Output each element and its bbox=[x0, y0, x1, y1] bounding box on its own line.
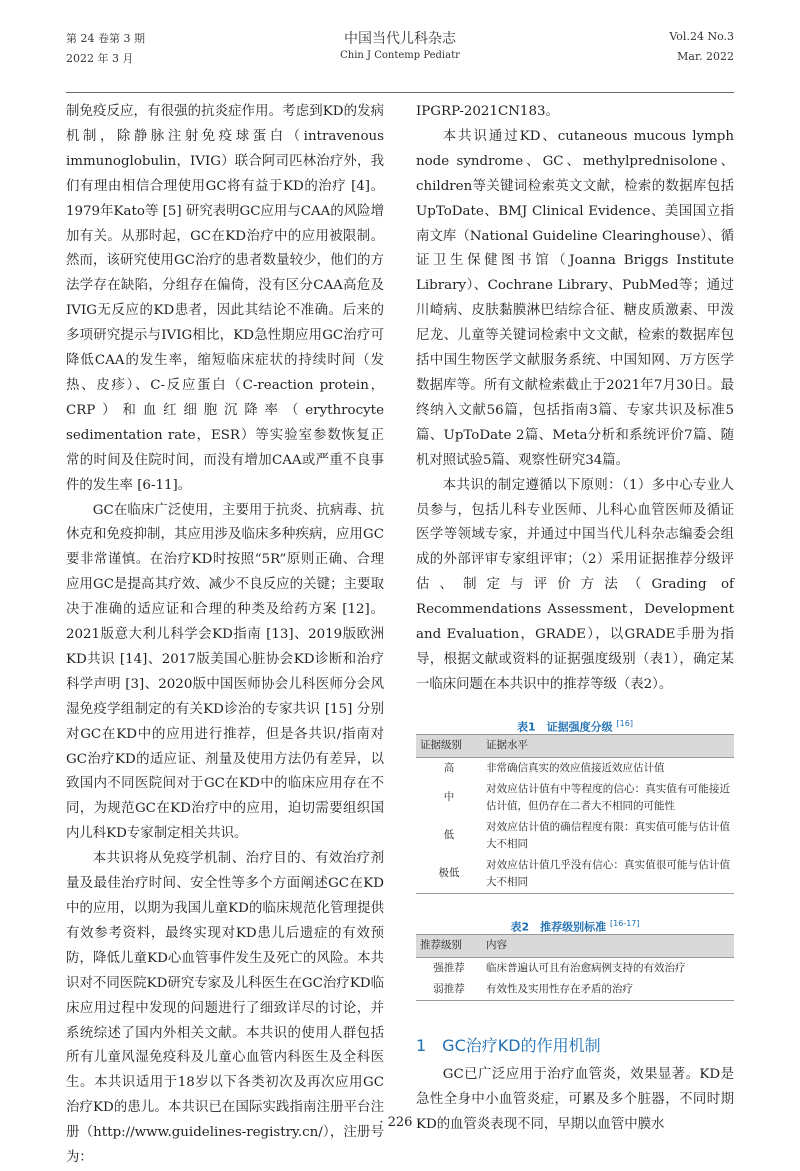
journal-subtitle: Chin J Contemp Pediatr bbox=[340, 50, 460, 61]
table-cell-level: 强推荐 bbox=[433, 961, 465, 974]
right-paragraphs bbox=[416, 100, 734, 698]
table1-header-description: 证据水平 bbox=[482, 734, 734, 757]
table2-caption-ref: [16-17] bbox=[610, 918, 640, 928]
table-cell-description: 对效应估计值有中等程度的信心：真实值有可能接近估计值，但仍存在二者大不相同的可能性 bbox=[486, 782, 730, 812]
table2-header-level: 推荐级别 bbox=[416, 934, 482, 957]
table1-header-level: 证据级别 bbox=[416, 734, 482, 757]
body-paragraph: 制免疫反应，有很强的抗炎症作用。考虑到KD的发病机制，除静脉注射免疫球蛋白（intravenous immunoglobulin，IVIG）联合阿司匹林治疗外，我们有理由相信合理使用GC将有益于KD的治疗 [4]。1979年Kato等 [5] 研究表明GC应用与CAA的风险增加有关。从那时起，GC在KD治疗中的应用被限制。然而，该研究使用GC治疗的患者数量较少，他们的方法学存在缺陷，分组存在偏倚，没有区分CAA高危及IVIG无反应的KD患者，因此其结论不准确。后来的多项研究提示与IVIG相比，KD急性期应用GC治疗可降低CAA的发生率，缩短临床症状的持续时间（发热、皮疹）、C-反应蛋白（C-reaction protein，CRP）和血红细胞沉降率（erythrocyte sedimentation rate，ESR）等实验室参数恢复正常的时间及住院时间，而没有增加CAA或严重不良事件的发生率 [6-11]。 bbox=[66, 104, 384, 493]
issue-date-en: Mar. 2022 bbox=[677, 50, 734, 63]
table1-caption bbox=[416, 714, 734, 734]
table1-body bbox=[416, 757, 734, 893]
evidence-level-table bbox=[416, 734, 734, 894]
table2-caption bbox=[416, 914, 734, 934]
table1-caption-ref: [16] bbox=[616, 718, 633, 728]
table-row bbox=[416, 979, 734, 1001]
table2-body bbox=[416, 957, 734, 1000]
table2-header-content: 内容 bbox=[482, 934, 734, 957]
body-paragraph: 本共识将从免疫学机制、治疗目的、有效治疗剂量及最佳治疗时间、安全性等多个方面阐述GC在KD中的应用，以期为我国儿童KD的临床规范化管理提供有效参考资料，最终实现对KD患儿后遗症的有效预防，降低儿童KD心血管事件发生及死亡的风险。本共识对不同医院KD研究专家及儿科医生在GC治疗KD临床应用过程中发现的问题进行了细致详尽的讨论，并系统综述了国内外相关文献。本共识的使用人群包括所有儿童风湿免疫科及儿童心血管内科医生及全科医生。本共识适用于18岁以下各类初次及再次应用GC治疗KD的患儿。本共识已在国际实践指南注册平台注册（http://www.guidelines-registry.cn/），注册号为： bbox=[66, 851, 384, 1166]
table-cell-description: 临床普遍认可且有治愈病例支持的有效治疗 bbox=[486, 961, 686, 974]
header-rule bbox=[66, 92, 734, 93]
table-cell-description: 非常确信真实的效应值接近效应估计值 bbox=[486, 761, 665, 774]
page-number: · 226 · bbox=[379, 1115, 421, 1130]
left-column bbox=[66, 100, 384, 1171]
table-cell-level: 弱推荐 bbox=[433, 982, 465, 995]
right-column bbox=[416, 100, 734, 1137]
table-cell-level: 极低 bbox=[438, 867, 460, 880]
body-paragraph: IPGRP-2021CN183。 bbox=[416, 104, 559, 119]
table-row bbox=[416, 757, 734, 779]
table-row bbox=[416, 855, 734, 894]
section-heading: 1 GC治疗KD的作用机制 bbox=[416, 1035, 601, 1055]
volume-issue-en: Vol.24 No.3 bbox=[669, 30, 734, 43]
table-cell-level: 低 bbox=[443, 829, 455, 842]
table-row bbox=[416, 817, 734, 855]
running-header bbox=[66, 30, 734, 88]
body-paragraph: GC在临床广泛使用，主要用于抗炎、抗病毒、抗休克和免疫抑制，其应用涉及临床多种疾病，应用GC要非常谨慎。在治疗KD时按照“5R”原则正确、合理应用GC是提高其疗效、减少不良反应的关键；主要取决于准确的适应证和合理的种类及给药方案 [12]。2021版意大利儿科学会KD指南 [13]、2019版欧洲KD共识 [14]、2017版美国心脏协会KD诊断和治疗科学声明 [3]、2020版中国医师协会儿科医师分会风湿免疫学组制定的有关KD诊治的专家共识 [15] 分别对GC在KD中的应用进行推荐，但是各共识/指南对GC治疗KD的适应证、剂量及使用方法仍有差异，以致国内不同医院间对于GC在KD中的临床应用存在不同，为规范GC在KD治疗中的应用，迫切需要组织国内儿科KD专家制定相关共识。 bbox=[66, 502, 384, 842]
table1-caption-text: 表1 证据强度分级 bbox=[517, 720, 613, 734]
table-row bbox=[416, 957, 734, 979]
volume-issue: 第 24 卷第 3 期 bbox=[66, 32, 145, 45]
recommendation-level-table bbox=[416, 934, 734, 1001]
section-paragraph: GC已广泛应用于治疗血管炎，效果显著。KD是急性全身中小血管炎症，可累及多个脏器，不同时期KD的血管炎表现不同，早期以血管中膜水 bbox=[416, 1066, 734, 1132]
table-cell-description: 对效应估计值几乎没有信心：真实值很可能与估计值大不相同 bbox=[486, 858, 730, 888]
issue-date: 2022 年 3 月 bbox=[66, 52, 134, 65]
table2-caption-text: 表2 推荐级别标准 bbox=[510, 920, 607, 934]
body-paragraph: 本共识通过KD、cutaneous mucous lymph node syndrome、GC、methylprednisolone、children等关键词检索英文文献，检索的数据库包括UpToDate、BMJ Clinical Evidence、美国国立指南文库（National Guideline Clearinghouse）、循证卫生保健图书馆（Joanna Briggs Institute Library）、Cochrane Library、PubMed等；通过川崎病、皮肤黏膜淋巴结综合征、糖皮质激素、甲泼尼龙、儿童等关键词检索中文文献，检索的数据库包括中国生物医学文献服务系统、中国知网、万方医学数据库等。所有文献检索截止于2021年7月30日。最终纳入文献56篇，包括指南3篇、专家共识及标准5篇、UpToDate 2篇、Meta分析和系统评价7篇、随机对照试验5篇、观察性研究34篇。 bbox=[416, 128, 734, 468]
table-row bbox=[416, 779, 734, 817]
table-cell-description: 对效应估计值的确信程度有限：真实值可能与估计值大不相同 bbox=[486, 820, 730, 850]
table-cell-level: 高 bbox=[443, 761, 455, 774]
journal-title: 中国当代儿科杂志 bbox=[344, 31, 456, 47]
table-cell-description: 有效性及实用性存在矛盾的治疗 bbox=[486, 982, 633, 995]
body-paragraph: 本共识的制定遵循以下原则：（1）多中心专业人员参与，包括儿科专业医师、儿科心血管医师及循证医学等领域专家，并通过中国当代儿科杂志编委会组成的外部评审专家组评审；（2）采用证据推荐分级评估、制定与评价方法（Grading of Recommendations Assessment，Development and Evaluation，GRADE），以GRADE手册为指导，根据文献或资料的证据强度级别（表1），确定某一临床问题在本共识中的推荐等级（表2）。 bbox=[416, 477, 734, 692]
table-cell-level: 中 bbox=[443, 791, 455, 804]
